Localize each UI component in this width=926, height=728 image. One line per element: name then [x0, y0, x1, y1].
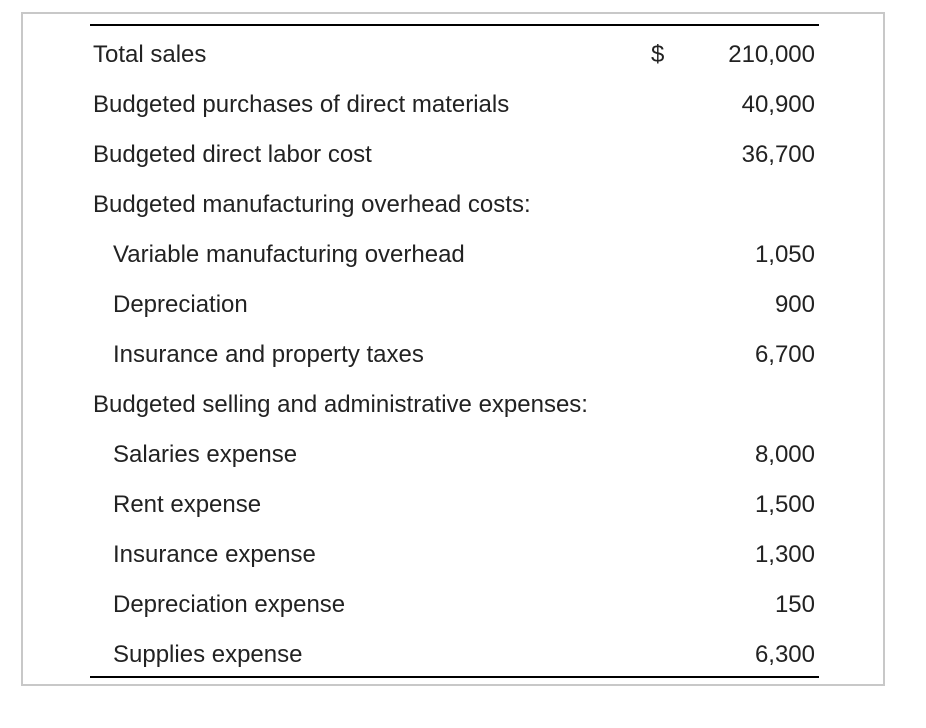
row-label: Rent expense — [113, 491, 262, 518]
table-row — [90, 30, 819, 80]
row-amount: 6,300 — [754, 641, 815, 668]
table-row — [90, 430, 819, 480]
row-amount: 210,000 — [728, 41, 815, 68]
row-amount: 1,500 — [754, 491, 815, 518]
table-row — [90, 480, 819, 530]
table-row — [90, 630, 819, 680]
currency-symbol: $ — [651, 41, 665, 68]
table-row — [90, 530, 819, 580]
row-label: Supplies expense — [113, 641, 303, 668]
row-amount: 36,700 — [741, 141, 815, 168]
row-label: Insurance and property taxes — [113, 341, 424, 368]
row-label: Salaries expense — [113, 441, 298, 468]
row-label: Insurance expense — [113, 541, 316, 568]
table-top-rule — [90, 24, 819, 26]
row-amount: 1,050 — [754, 241, 815, 268]
section-header-label: Budgeted selling and administrative expenses: — [93, 391, 588, 418]
row-label: Variable manufacturing overhead — [113, 241, 465, 268]
row-amount: 40,900 — [741, 91, 815, 118]
table-row — [90, 80, 819, 130]
table-row — [90, 130, 819, 180]
table-row — [90, 280, 819, 330]
row-amount: 6,700 — [754, 341, 815, 368]
table-row — [90, 580, 819, 630]
row-label: Budgeted direct labor cost — [93, 141, 372, 168]
row-amount: 150 — [774, 591, 815, 618]
section-header-row — [90, 380, 819, 430]
row-amount: 1,300 — [754, 541, 815, 568]
row-label: Total sales — [93, 41, 207, 68]
section-header-label: Budgeted manufacturing overhead costs: — [93, 191, 531, 218]
table-bottom-rule — [90, 676, 819, 678]
row-amount: 900 — [774, 291, 815, 318]
table-row — [90, 330, 819, 380]
row-label: Depreciation — [113, 291, 248, 318]
row-label: Depreciation expense — [113, 591, 346, 618]
row-label: Budgeted purchases of direct materials — [93, 91, 510, 118]
table-row — [90, 230, 819, 280]
section-header-row — [90, 180, 819, 230]
row-amount: 8,000 — [754, 441, 815, 468]
